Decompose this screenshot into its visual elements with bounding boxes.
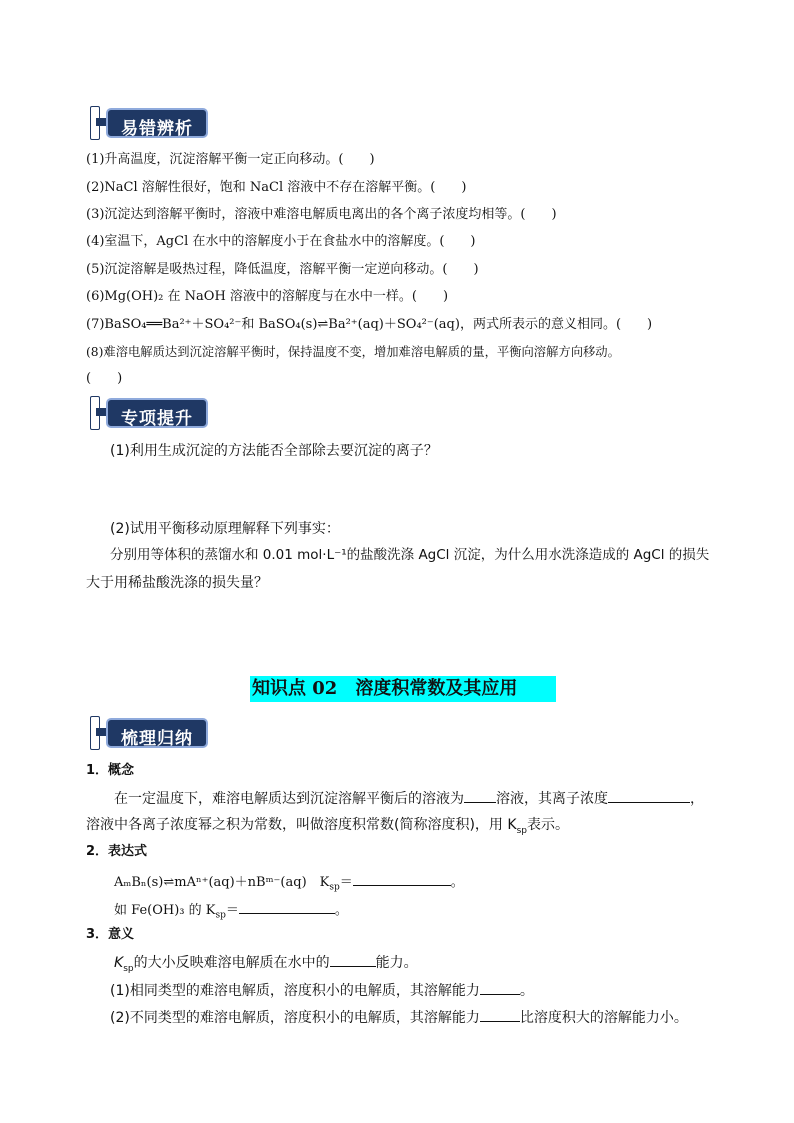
concept-text-a: 在一定温度下，难溶电解质达到沉淀溶解平衡后的溶液为 bbox=[114, 791, 464, 807]
header-label-box bbox=[106, 398, 208, 428]
expression-formula-line bbox=[114, 872, 464, 896]
special-question-2-line1: 分别用等体积的蒸馏水和 0.01 mol·L⁻¹的盐酸洗涤 AgCl 沉淀，为什么用水洗涤造成的 AgCl 的损失 bbox=[110, 547, 710, 563]
meaning-line3-text: (2)不同类型的难溶电解质，溶度积小的电解质，其溶解能力 bbox=[110, 1010, 480, 1026]
expression-example-line bbox=[114, 900, 348, 924]
header-label: 易错辨析 bbox=[121, 119, 193, 139]
mistake-item-2: (2)NaCl 溶解性很好，饱和 NaCl 溶液中不存在溶解平衡。( ) bbox=[86, 180, 467, 195]
section-header-special-improve bbox=[86, 396, 212, 430]
expression-example: 如 Fe(OH)₃ 的 K bbox=[114, 903, 216, 918]
header-label: 专项提升 bbox=[121, 409, 193, 429]
concept-ksp-sub: sp bbox=[516, 825, 527, 836]
expression-period: 。 bbox=[450, 875, 464, 890]
mistake-item-1: (1)升高温度，沉淀溶解平衡一定正向移动。( ) bbox=[86, 152, 375, 167]
section-header-organize-summary bbox=[86, 716, 212, 750]
meaning-line-1 bbox=[114, 953, 418, 978]
special-question-2-line2: 大于用稀盐酸洗涤的损失量？ bbox=[86, 575, 268, 591]
concept-text-2: 溶液中各离子浓度幂之积为常数，叫做溶度积常数(简称溶度积)，用 K bbox=[86, 817, 517, 833]
meaning-ksp-sub: sp bbox=[123, 963, 134, 974]
expression-example-period: 。 bbox=[334, 903, 348, 918]
meaning-line2-end: 。 bbox=[519, 983, 534, 999]
expression-blank bbox=[353, 872, 451, 886]
meaning-line2-text: (1)相同类型的难溶电解质，溶度积小的电解质，其溶解能力 bbox=[110, 983, 480, 999]
concept-heading: 1．概念 bbox=[86, 763, 135, 778]
expression-example-blank bbox=[239, 900, 335, 914]
expression-ksp-sub: sp bbox=[329, 882, 340, 893]
meaning-blank-1 bbox=[330, 953, 376, 967]
concept-blank-2 bbox=[608, 789, 690, 803]
expression-example-equals: ＝ bbox=[225, 903, 239, 918]
concept-blank-1 bbox=[464, 789, 496, 803]
special-question-1: (1)利用生成沉淀的方法能否全部除去要沉淀的离子？ bbox=[110, 443, 438, 459]
mistake-item-8-blank: ( ) bbox=[86, 371, 123, 386]
concept-line-1 bbox=[114, 789, 704, 808]
expression-example-ksp-sub: sp bbox=[215, 910, 226, 921]
mistake-item-7: (7)BaSO₄══Ba²⁺＋SO₄²⁻和 BaSO₄(s)⇌Ba²⁺(aq)＋SO₄²⁻(aq)，两式所表示的意义相同。( ) bbox=[86, 317, 653, 332]
header-label-box bbox=[106, 718, 208, 748]
mistake-item-4: (4)室温下，AgCl 在水中的溶解度小于在食盐水中的溶解度。( ) bbox=[86, 234, 476, 249]
special-question-2: (2)试用平衡移动原理解释下列事实： bbox=[110, 521, 340, 537]
expression-equals: ＝ bbox=[339, 875, 353, 890]
meaning-line-3 bbox=[110, 1008, 688, 1027]
mistake-item-3: (3)沉淀达到溶解平衡时，溶液中难溶电解质电离出的各个离子浓度均相等。( ) bbox=[86, 207, 557, 222]
concept-text-c: ， bbox=[690, 791, 704, 807]
concept-line-2 bbox=[86, 816, 569, 840]
meaning-text-b: 的大小反映难溶电解质在水中的 bbox=[133, 955, 330, 971]
knowledge-point-title: 知识点 02 溶度积常数及其应用 bbox=[250, 676, 556, 702]
expression-heading: 2．表达式 bbox=[86, 844, 148, 859]
mistake-item-6: (6)Mg(OH)₂ 在 NaOH 溶液中的溶解度与在水中一样。( ) bbox=[86, 289, 449, 304]
concept-text-b: 溶液，其离子浓度 bbox=[496, 791, 608, 807]
expression-formula: AₘBₙ(s)⇌mAⁿ⁺(aq)＋nBᵐ⁻(aq) K bbox=[114, 875, 330, 890]
mistake-item-8: (8)难溶电解质达到沉淀溶解平衡时，保持温度不变，增加难溶电解质的量，平衡向溶解方向移动。 bbox=[86, 345, 620, 359]
section-header-easy-mistakes bbox=[86, 106, 212, 140]
mistake-item-5: (5)沉淀溶解是吸热过程，降低温度，溶解平衡一定逆向移动。( ) bbox=[86, 262, 479, 277]
meaning-line3-end: 比溶度积大的溶解能力小。 bbox=[519, 1010, 688, 1026]
meaning-line-2 bbox=[110, 981, 534, 1000]
meaning-text-c: 能力。 bbox=[375, 955, 418, 971]
header-label-box bbox=[106, 108, 208, 138]
meaning-k: K bbox=[114, 955, 124, 971]
concept-text-2-end: 表示。 bbox=[526, 817, 569, 833]
meaning-blank-2 bbox=[480, 981, 520, 995]
meaning-blank-3 bbox=[480, 1008, 520, 1022]
meaning-heading: 3．意义 bbox=[86, 927, 135, 942]
header-label: 梳理归纳 bbox=[121, 729, 193, 749]
